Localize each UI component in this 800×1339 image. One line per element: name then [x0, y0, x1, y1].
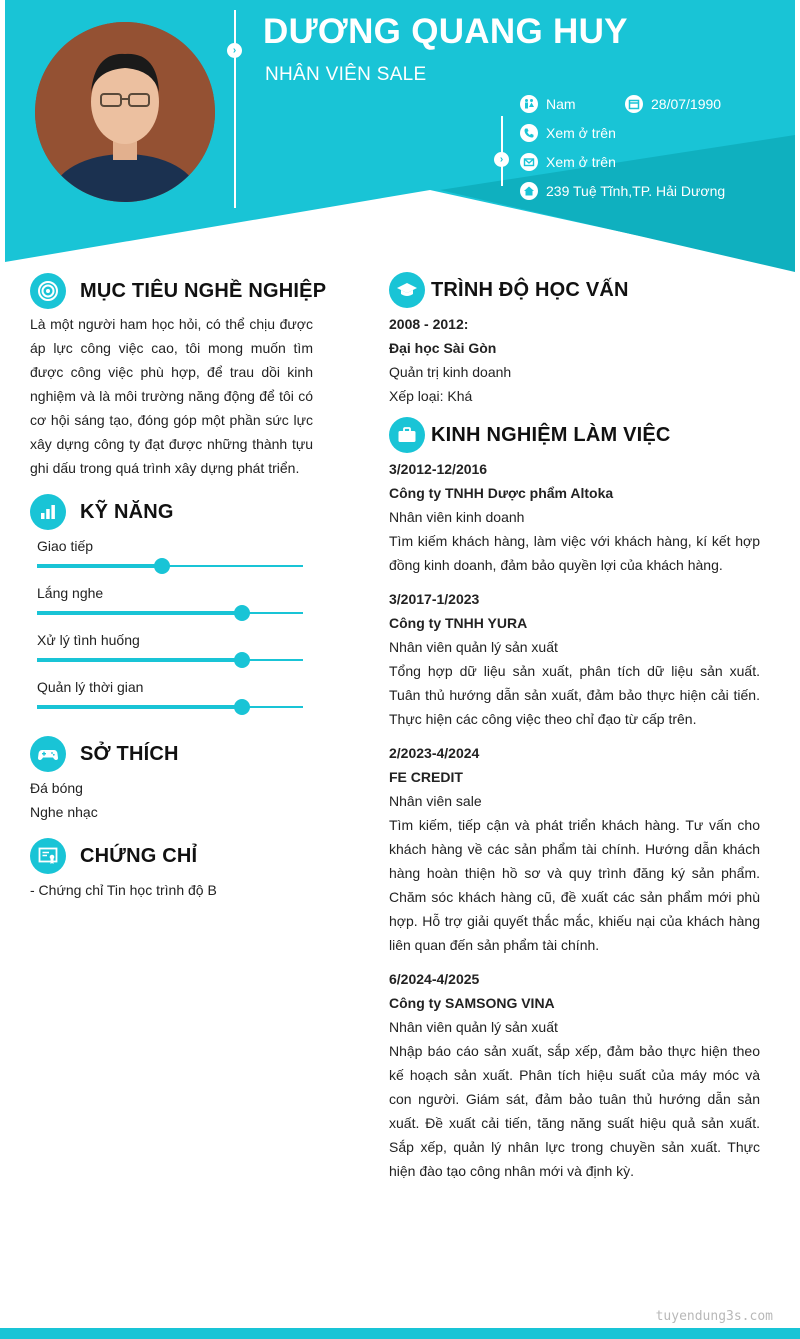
experience-position: Nhân viên kinh doanh [389, 509, 525, 525]
experience-item [389, 967, 760, 1183]
skill-bar [37, 612, 303, 614]
experience-date: 3/2017-1/2023 [389, 591, 480, 607]
experience-description: Nhập báo cáo sản xuất, sắp xếp, đảm bảo thực hiện theo kế hoạch sản xuất. Phân tích hiệu suất của máy móc và con người. Giám sát, đảm bảo tuân thủ hướng dẫn sản xuất. Đề xuất cải tiến, tăng năng suất hiệu quả sản xuất. Sắp xếp, quản lý nhân lực trong chuyền sản xuất. Thực hiện đào tạo công nhân mới và định kỳ. [389, 1043, 760, 1179]
education-major: Quản trị kinh doanh [389, 364, 512, 380]
contact-phone [520, 124, 616, 142]
skill-label: Xử lý tình huống [37, 632, 140, 648]
experience-date: 2/2023-4/2024 [389, 745, 480, 761]
skills-heading [30, 494, 174, 530]
home-icon [520, 182, 538, 200]
skill-bar-fill [37, 658, 242, 662]
hobby-item: Đá bóng [30, 780, 83, 796]
education-grade: Xếp loại: Khá [389, 388, 473, 404]
education-school: Đại học Sài Gòn [389, 340, 497, 356]
contact-email [520, 153, 616, 171]
phone-icon [520, 124, 538, 142]
gender-value: Nam [546, 96, 576, 112]
briefcase-icon [389, 417, 425, 453]
experience-item [389, 741, 760, 957]
email-icon [520, 153, 538, 171]
birthday-value: 28/07/1990 [651, 96, 722, 112]
header-divider [234, 10, 236, 208]
education-title: TRÌNH ĐỘ HỌC VẤN [431, 278, 629, 301]
experience-company: FE CREDIT [389, 769, 463, 785]
avatar [35, 22, 215, 202]
skill-bar [37, 659, 303, 661]
address-value: 239 Tuệ Tĩnh,TP. Hải Dương [546, 183, 726, 199]
experience-position: Nhân viên quản lý sản xuất [389, 1019, 558, 1035]
chevron-right-icon: › [227, 43, 242, 58]
calendar-icon [625, 95, 643, 113]
skill-bar-fill [37, 705, 242, 709]
watermark: tuyendung3s.com [655, 1309, 773, 1324]
experience-heading [389, 417, 671, 453]
target-icon [30, 273, 66, 309]
contact-address [520, 182, 725, 200]
skill-bar-knob [234, 652, 250, 668]
skill-bar-fill [37, 564, 162, 568]
experience-company: Công ty TNHH Dược phẩm Altoka [389, 485, 614, 501]
skill-label: Lắng nghe [37, 585, 104, 601]
contact-birthday [625, 95, 721, 113]
footer-bar [0, 1328, 800, 1339]
experience-date: 3/2012-12/2016 [389, 461, 488, 477]
email-value: Xem ở trên [546, 154, 616, 170]
objective-text: Là một người ham học hỏi, có thể chịu được áp lực công việc cao, tôi mong muốn tìm được công việc phù hợp, để trau dồi kinh nghiệm và là môi trường năng động để tôi có cơ hội sáng tạo, đóng góp một phần sức lực xây dựng công ty đạt được những thành tựu ghi dấu trong quá trình xây dựng phát triển. [30, 316, 313, 476]
skill-label: Quản lý thời gian [37, 679, 144, 695]
education-period: 2008 - 2012: [389, 316, 469, 332]
experience-item [389, 457, 760, 577]
skill-bar [37, 565, 303, 567]
job-title: NHÂN VIÊN SALE [265, 64, 427, 85]
certificates-heading [30, 838, 197, 874]
contact-divider [501, 116, 503, 186]
certificate-icon [30, 838, 66, 874]
objective-title: MỤC TIÊU NGHỀ NGHIỆP [80, 279, 327, 302]
experience-position: Nhân viên quản lý sản xuất [389, 639, 558, 655]
chevron-right-icon: › [494, 152, 509, 167]
gender-icon [520, 95, 538, 113]
hobby-item: Nghe nhạc [30, 804, 98, 820]
candidate-name: DƯƠNG QUANG HUY [263, 12, 628, 51]
skills-title: KỸ NĂNG [80, 500, 174, 523]
education-heading [389, 272, 629, 308]
certificate-item: - Chứng chỉ Tin học trình độ B [30, 882, 217, 898]
skill-label: Giao tiếp [37, 538, 94, 554]
phone-value: Xem ở trên [546, 125, 616, 141]
gamepad-icon [30, 736, 66, 772]
skill-bar [37, 706, 303, 708]
bar-chart-icon [30, 494, 66, 530]
experience-position: Nhân viên sale [389, 793, 482, 809]
certificates-title: CHỨNG CHỈ [80, 844, 198, 867]
skill-bar-fill [37, 611, 242, 615]
experience-company: Công ty TNHH YURA [389, 615, 528, 631]
contact-gender [520, 95, 576, 113]
skill-bar-knob [234, 605, 250, 621]
skill-bar-knob [234, 699, 250, 715]
objective-heading [30, 273, 326, 309]
hobbies-title: SỞ THÍCH [80, 742, 179, 765]
experience-description: Tìm kiếm khách hàng, làm việc với khách hàng, kí kết hợp đồng kinh doanh, đảm bảo quyền lợi của khách hàng. [389, 533, 760, 573]
skill-bar-knob [154, 558, 170, 574]
experience-description: Tổng hợp dữ liệu sản xuất, phân tích dữ liệu sản xuất. Tuân thủ hướng dẫn sản xuất, đảm bảo thực hiện cải tiến. Thực hiện các công việc theo chỉ đạo từ cấp trên. [389, 663, 760, 727]
experience-item [389, 587, 760, 731]
experience-company: Công ty SAMSONG VINA [389, 995, 555, 1011]
experience-title: KINH NGHIỆM LÀM VIỆC [431, 423, 671, 446]
graduation-cap-icon [389, 272, 425, 308]
experience-description: Tìm kiếm, tiếp cận và phát triển khách hàng. Tư vấn cho khách hàng về các sản phẩm tài chính. Hướng dẫn khách hàng hoàn thiện hồ sơ và quy trình đăng ký sản phẩm. Chăm sóc khách hàng cũ, đề xuất các sản phẩm mới phù hợp. Hỗ trợ giải quyết thắc mắc, khiếu nại của khách hàng liên quan đến sản phẩm tài chính. [389, 817, 760, 953]
hobbies-heading [30, 736, 179, 772]
experience-date: 6/2024-4/2025 [389, 971, 480, 987]
